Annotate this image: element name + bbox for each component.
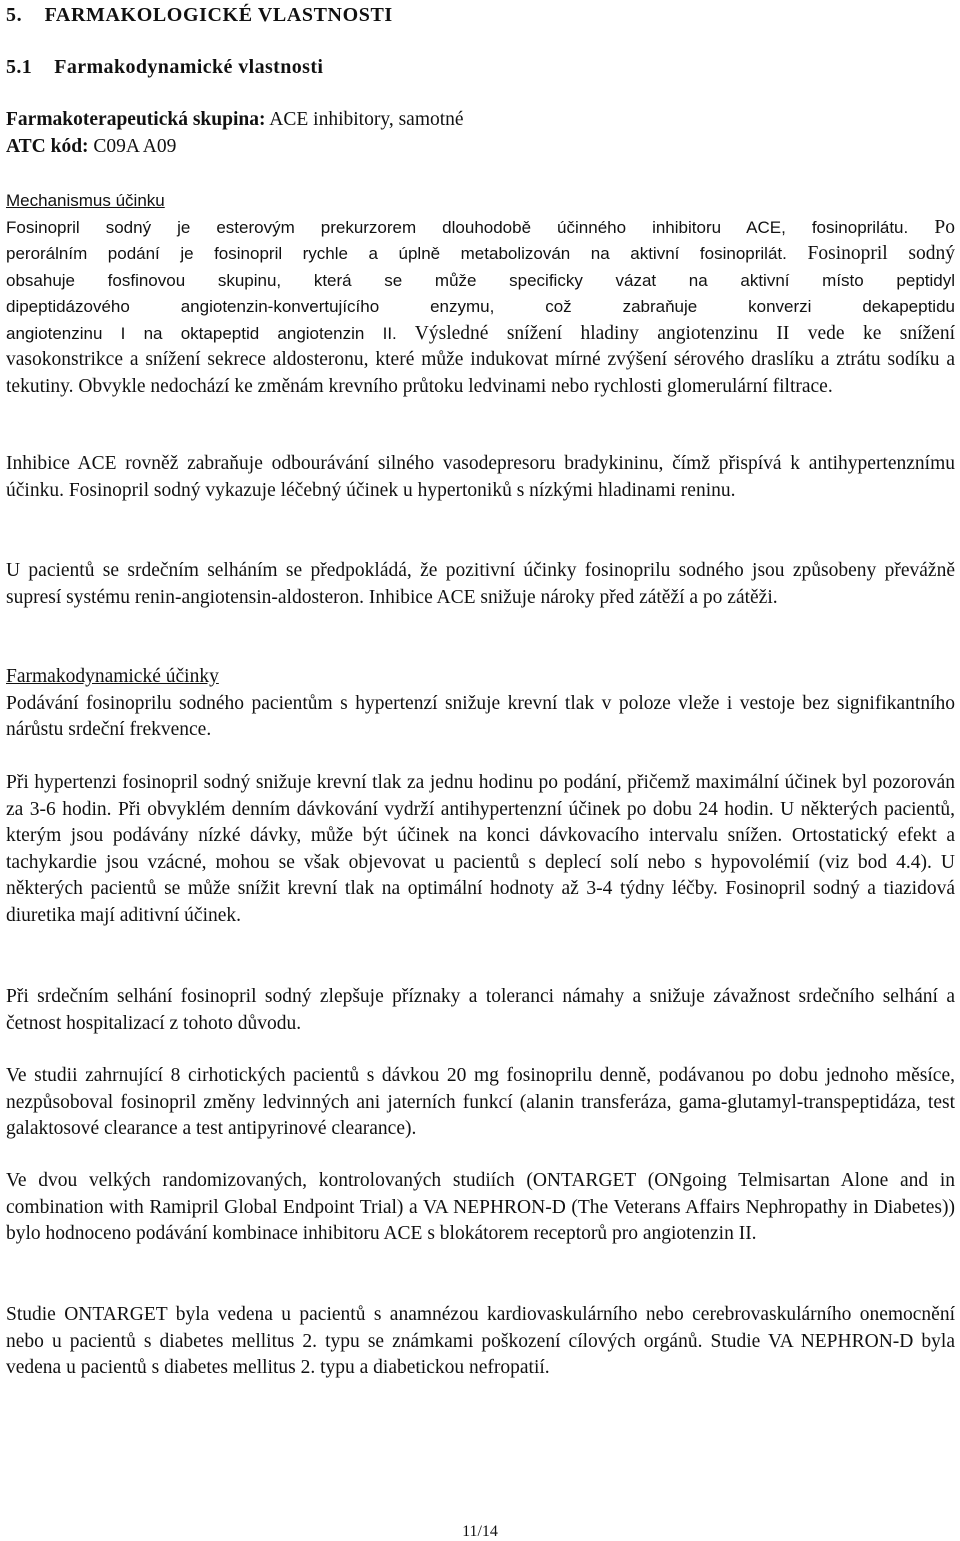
effects-section bbox=[6, 664, 955, 744]
mechanism-line-1-text: Fosinopril sodný je esterovým prekurzorem dlouhodobě účinného inhibitoru ACE, fosinoprilátu. bbox=[6, 217, 909, 237]
therapeutic-group-value: ACE inhibitory, samotné bbox=[269, 109, 464, 130]
atc-code-label: ATC kód: bbox=[6, 136, 89, 157]
paragraph-inhibition: Inhibice ACE rovněž zabraňuje odbourávání silného vasodepresoru bradykininu, čímž přispívá k antihypertenznímu účinku. Fosinopril sodný vykazuje léčebný účinek u hypertoniků s nízkými hladinami reninu. bbox=[6, 453, 955, 501]
classification-block bbox=[6, 106, 464, 160]
subsection-number: 5.1 bbox=[6, 56, 33, 78]
mechanism-line-5-text: angiotenzinu I na oktapeptid angiotenzin II. bbox=[6, 323, 397, 343]
effects-paragraph-4: Ve studii zahrnující 8 cirhotických pacientů s dávkou 20 mg fosinoprilu denně, podávanou po dobu jednoho měsíce, nezpůsoboval fosinopril změny ledvinných ani jaterních funkcí (alanin transferáza, gama-glutamyl-transpeptidáza, test galaktosové clearance a test antipyrinové clearance). bbox=[6, 1065, 955, 1139]
paragraph-heart-failure: U pacientů se srdečním selháním se předpokládá, že pozitivní účinky fosinoprilu sodného jsou způsobeny převážně supresí systému renin-angiotensin-aldosteron. Inhibice ACE snižuje nároky před zátěží a po zátěži. bbox=[6, 560, 955, 608]
therapeutic-group-label: Farmakoterapeutická skupina: bbox=[6, 109, 266, 130]
mechanism-line-2 bbox=[6, 241, 955, 268]
mechanism-section bbox=[6, 188, 955, 400]
atc-code-line bbox=[6, 133, 464, 160]
atc-code-value: C09A A09 bbox=[93, 136, 177, 157]
mechanism-heading: Mechanismus účinku bbox=[6, 191, 165, 210]
therapeutic-group-line bbox=[6, 106, 464, 133]
mechanism-line-3: obsahuje fosfinovou skupinu, která se může specificky vázat na aktivní místo peptidyl bbox=[6, 270, 955, 290]
effects-paragraph-3: Při srdečním selhání fosinopril sodný zlepšuje příznaky a toleranci námahy a snižuje závažnost srdečního selhání a četnost hospitalizací z tohoto důvodu. bbox=[6, 986, 955, 1034]
page-number: 11/14 bbox=[462, 1523, 498, 1540]
effects-paragraph-2: Při hypertenzi fosinopril sodný snižuje krevní tlak za jednu hodinu po podání, přičemž maximální účinek byl pozorován za 3-6 hodin. Při obvyklém denním dávkování vydrží antihypertenzní účinek po dobu 24 hodin. U některých pacientů, kterým jsou podávány nízké dávky, může být účinek na konci dávkovacího intervalu snížen. Ortostatický efekt a tachykardie jsou vzácné, mohou se však objevovat u pacientů s deplecí solí nebo s hypovolémií (viz bod 4.4). U některých pacientů se může snížit krevní tlak na optimální hodnoty až 3-4 týdny léčby. Fosinopril sodný a tiazidová diuretika mají aditivní účinek. bbox=[6, 772, 955, 926]
mechanism-line-1-tail: Po bbox=[934, 216, 955, 238]
subsection-heading bbox=[6, 54, 323, 81]
mechanism-rest: vasokonstrikce a snížení sekrece aldosteronu, které může indukovat mírné zvýšení sérového draslíku a ztrátu sodíku a tekutiny. Obvykle nedochází ke změnám krevního průtoku ledvinami nebo rychlosti glomerulární filtrace. bbox=[6, 349, 955, 397]
section-heading: 5. FARMAKOLOGICKÉ VLASTNOSTI bbox=[6, 4, 393, 26]
mechanism-line-5 bbox=[6, 321, 955, 348]
mechanism-line-1 bbox=[6, 215, 955, 242]
effects-paragraph-6: Studie ONTARGET byla vedena u pacientů s anamnézou kardiovaskulárního nebo cerebrovaskulárního onemocnění nebo u pacientů s diabetes mellitus 2. typu se známkami poškození cílových orgánů. Studie VA NEPHRON-D byla vedena u pacientů s diabetes mellitus 2. typu a diabetickou nefropatií. bbox=[6, 1304, 955, 1378]
mechanism-line-5-tail: Výsledné snížení hladiny angiotenzinu II vede ke snížení bbox=[414, 322, 955, 344]
effects-paragraph-1: Podávání fosinoprilu sodného pacientům s hypertenzí snižuje krevní tlak v poloze vleže i vestoje bez signifikantního nárůstu srdeční frekvence. bbox=[6, 692, 955, 740]
subsection-title: Farmakodynamické vlastnosti bbox=[54, 56, 324, 78]
effects-heading: Farmakodynamické účinky bbox=[6, 666, 219, 687]
mechanism-line-4: dipeptidázového angiotenzin-konvertujícího enzymu, což zabraňuje konverzi dekapeptidu bbox=[6, 297, 955, 316]
mechanism-line-2-text: perorálním podání je fosinopril rychle a úplně metabolizován na aktivní fosinoprilát. bbox=[6, 244, 787, 263]
mechanism-line-2-tail: Fosinopril sodný bbox=[807, 243, 955, 264]
effects-paragraph-5: Ve dvou velkých randomizovaných, kontrolovaných studiích (ONTARGET (ONgoing Telmisartan Alone and in combination with Ramipril Global Endpoint Trial) a VA NEPHRON-D (The Veterans Affairs Nephropathy in Diabetes)) bylo hodnoceno podávání kombinace inhibitoru ACE s blokátorem receptorů pro angiotenzin II. bbox=[6, 1170, 955, 1244]
